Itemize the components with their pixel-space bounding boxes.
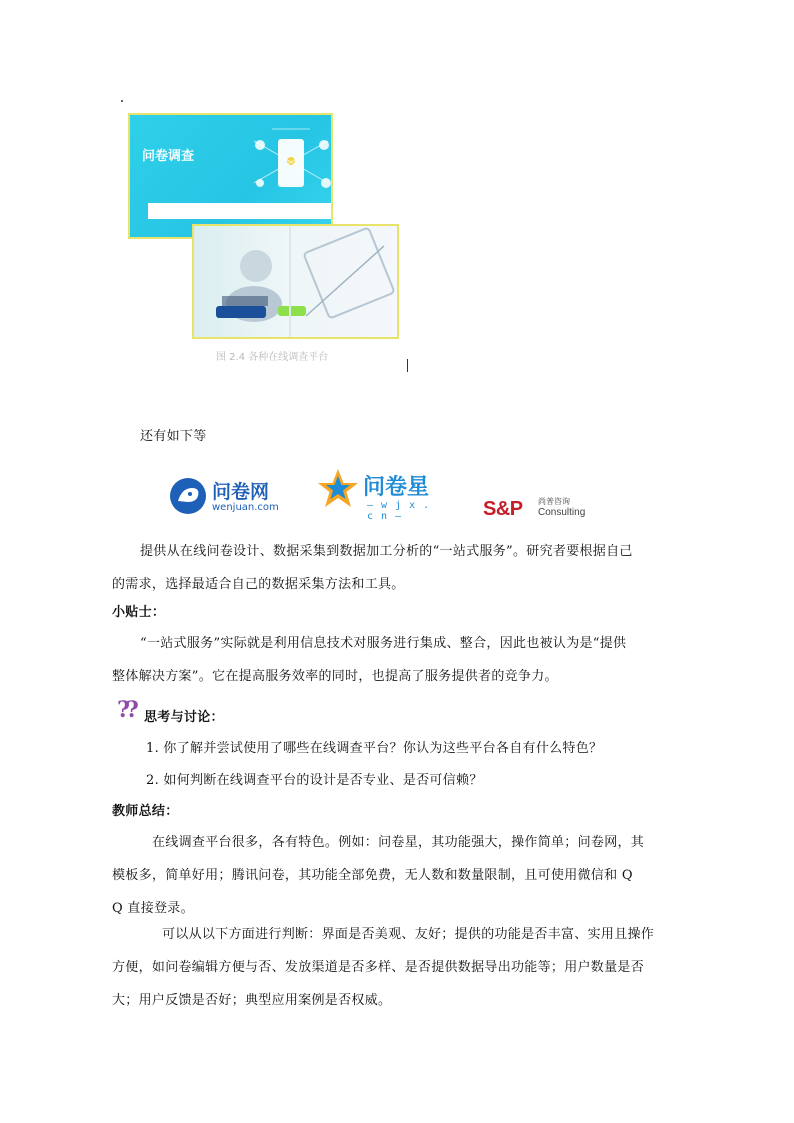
phone-illustration-icon: [248, 121, 333, 205]
figure-white-strip: [148, 203, 331, 219]
stray-mark: [121, 100, 123, 102]
wenjuan-logo: [168, 473, 278, 517]
paragraph-line: 模板多，简单好用；腾讯问卷，其功能全部免费，无人数和数量限制，且可使用微信和 Q: [112, 868, 633, 883]
sp-logo-cn: 尚普咨询: [538, 497, 570, 506]
sp-logo-mark: S&P: [483, 498, 523, 520]
figure-caption: 图 2.4 各种在线调查平台: [216, 352, 329, 363]
summary-paragraph-1: [112, 826, 678, 925]
tip-paragraph: [112, 627, 678, 693]
wenjuan-logo-en: wenjuan.com: [212, 502, 279, 513]
paragraph-line: 在线调查平台很多，各有特色。例如：问卷星，其功能强大，操作简单；问卷网，其: [152, 835, 645, 850]
figure-screenshot-top: [128, 113, 333, 239]
text-cursor: [407, 359, 408, 372]
wjx-logo: [315, 466, 435, 522]
wjx-logo-cn: 问卷星: [363, 475, 430, 500]
tip-heading: 小贴士：: [112, 605, 166, 620]
question-marks-icon: ??: [117, 697, 135, 723]
paragraph-line: 方便，如问卷编辑方便与否、发放渠道是否多样、是否提供数据导出功能等；用户数量是否: [112, 960, 645, 975]
sp-logo-en: Consulting: [538, 507, 586, 518]
figure-screenshot-bottom: [192, 224, 399, 339]
wenjuan-logo-cn: 问卷网: [212, 481, 270, 503]
paragraph-line: 大；用户反馈是否好；典型应用案例是否权威。: [112, 993, 392, 1008]
summary-heading: 教师总结：: [112, 804, 179, 819]
person-tablet-illustration-icon: [194, 226, 397, 337]
paragraph-line: 提供从在线问卷设计、数据采集到数据加工分析的“一站式服务”。研究者要根据自己: [140, 544, 633, 559]
discussion-heading: 思考与讨论：: [144, 710, 224, 725]
discussion-question-1: 1. 你了解并尝试使用了哪些在线调查平台？你认为这些平台各自有什么特色？: [146, 741, 603, 756]
paragraph-one-stop-service: [112, 535, 678, 601]
paragraph-line: Q 直接登录。: [112, 901, 194, 916]
summary-paragraph-2: [112, 918, 678, 1017]
paragraph-line: 的需求，选择最适合自己的数据采集方法和工具。: [112, 577, 405, 592]
figure-brand-text: 问卷调查: [142, 149, 195, 164]
paragraph-line: 可以从以下方面进行判断：界面是否美观、友好；提供的功能是否丰富、实用且操作: [162, 927, 655, 942]
paragraph-line: 整体解决方案”。它在提高服务效率的同时，也提高了服务提供者的竞争力。: [112, 669, 558, 684]
intro-text: 还有如下等: [140, 429, 207, 444]
wenjuan-logo-icon: [168, 476, 208, 516]
sp-consulting-logo: [483, 496, 593, 526]
discussion-question-2: 2. 如何判断在线调查平台的设计是否专业、是否可信赖？: [146, 773, 483, 788]
wjx-logo-en: — w j x . c n —: [367, 500, 431, 522]
paragraph-line: “一站式服务”实际就是利用信息技术对服务进行集成、整合，因此也被认为是“提供: [140, 636, 627, 651]
star-logo-icon: [315, 466, 361, 512]
